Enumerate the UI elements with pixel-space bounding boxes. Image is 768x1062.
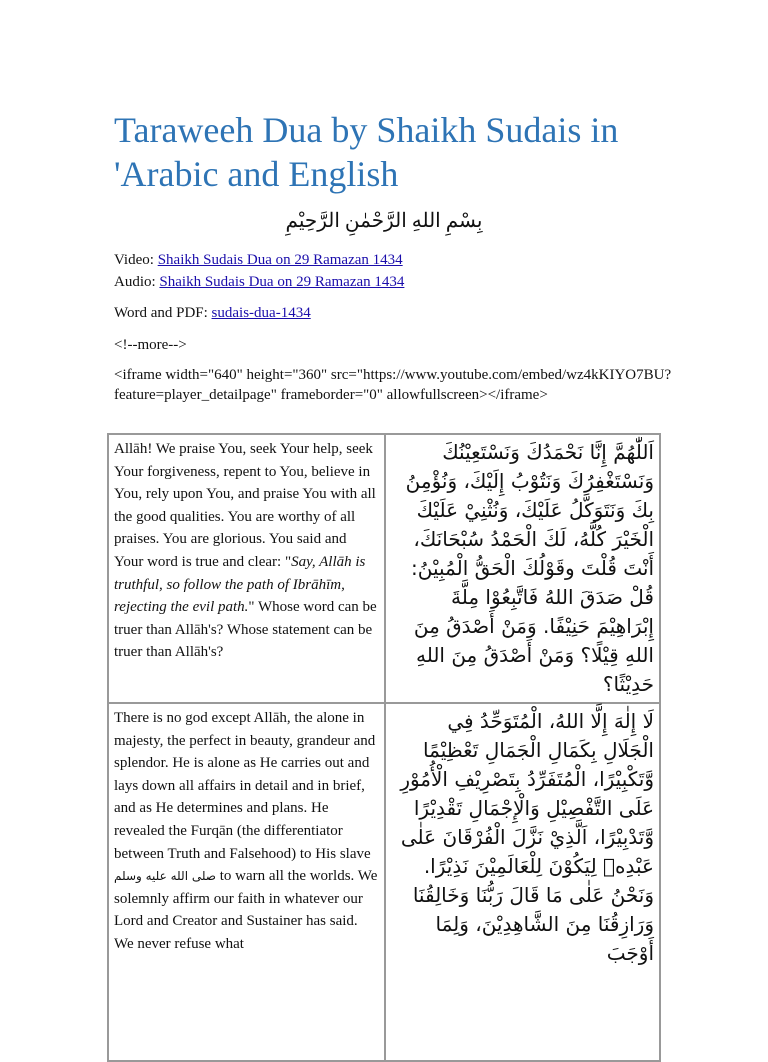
audio-link[interactable]: Shaikh Sudais Dua on 29 Ramazan 1434 bbox=[159, 274, 405, 290]
audio-line bbox=[114, 272, 674, 292]
english-cell bbox=[108, 434, 385, 703]
video-link[interactable]: Shaikh Sudais Dua on 29 Ramazan 1434 bbox=[157, 252, 403, 268]
page-title bbox=[114, 108, 674, 196]
arabic-text: لَا إِلٰهَ إِلَّا اللهُ، الْمُتَوَحِّدُ فِي الْجَلَالِ بِكَمَالِ الْجَمَالِ تَعْظِيْمًا وَّتَكْبِيْرًا، الْمُتَفَرِّدُ بِتَصْرِيْفِ الْأُمُوْرِ عَلَى التَّفْصِيْلِ وَالْإِجْمَالِ تَقْدِيْرًا وَّتَدْبِيْرًا، اَلَّذِيْ نَزَّلَ الْفُرْقَانَ عَلٰى عَبْدِهٖ لِيَكُوْنَ لِلْعَالَمِيْنَ نَذِيْرًا. وَنَحْنُ عَلٰى مَا قَالَ رَبُّنَا وَخَالِقُنَا وَرَازِقُنَا مِنَ الشَّاهِدِيْنَ، وَلِمَا أَوْجَبَ bbox=[400, 709, 654, 965]
english-cell bbox=[108, 703, 385, 1061]
word-pdf-link[interactable]: sudais-dua-1434 bbox=[211, 305, 311, 321]
word-pdf-line bbox=[114, 303, 674, 323]
page-title-line-1: Taraweeh Dua by Shaikh Sudais in bbox=[114, 110, 619, 150]
arabic-text: اَللّٰهُمَّ إِنَّا نَحْمَدُكَ وَنَسْتَعِيْنُكَ وَنَسْتَغْفِرُكَ وَنَتُوْبُ إِلَيْكَ، وَنُؤْمِنُ بِكَ وَنَتَوَكَّلُ عَلَيْكَ، وَنُثْنِيْ عَلَيْكَ الْخَيْرَ كُلَّهُ، لَكَ الْحَمْدُ سُبْحَانَكَ، أَنْتَ قُلْتَ وقَوْلُكَ الْحَقُّ الْمُبِيْنُ: قُلْ صَدَقَ اللهُ فَاتَّبِعُوْا مِلَّةَ إِبْرَاهِيْمَ حَنِيْفًا. وَمَنْ أَصْدَقُ مِنَ اللهِ قِيْلًا؟ وَمَنْ أَصْدَقُ مِنَ اللهِ حَدِيْثًا؟ bbox=[405, 440, 654, 696]
page-title-line-2: 'Arabic and English bbox=[114, 154, 399, 194]
english-text: There is no god except Allāh, the alone in majesty, the perfect in beauty, grandeur and splendor. He is alone as He carries out and lays down all affairs in detail and in brief, and as He determines and plans. He revealed the Furqān (the differentiator between Truth and Falsehood) to His slave bbox=[114, 710, 376, 862]
more-comment-text: <!--more--> bbox=[114, 337, 187, 353]
salutation-inline-arabic: صلى الله عليه وسلم bbox=[114, 869, 216, 884]
iframe-code-text: <iframe width="640" height="360" src="https://www.youtube.com/embed/wz4kKIYO7BU?feature=player_detailpage" frameborder="0" allowfullscreen></iframe> bbox=[114, 367, 672, 403]
table-row bbox=[108, 703, 660, 1061]
audio-label: Audio: bbox=[114, 274, 160, 290]
english-text: Allāh! We praise You, seek Your help, seek Your forgiveness, repent to You, believe in You, rely upon You, and praise You with all the good qualities. You are worthy of all praises. You are glorious. You said and Your word is true and clear: " bbox=[114, 441, 376, 570]
arabic-cell bbox=[385, 703, 660, 1061]
word-pdf-label: Word and PDF: bbox=[114, 305, 212, 321]
video-line bbox=[114, 250, 674, 270]
english-quote: Say, Allāh is truthful, so follow the path of Ibrāhīm, rejecting the evil path. bbox=[114, 553, 366, 616]
table-row bbox=[108, 434, 660, 703]
english-text-end: " Whose word can be truer than Allāh's? Whose statement can be truer than Allāh's? bbox=[114, 599, 377, 661]
basmala-calligraphy: بِسْمِ اللهِ الرَّحْمٰنِ الرَّحِيْمِ bbox=[285, 210, 483, 232]
dua-table bbox=[107, 433, 661, 1062]
english-text-end: to warn all the worlds. We solemnly affirm our faith in whatever our Lord and Creator and Sustainer has said. We never refuse what bbox=[114, 868, 378, 952]
arabic-cell bbox=[385, 434, 660, 703]
video-label: Video: bbox=[114, 252, 158, 268]
